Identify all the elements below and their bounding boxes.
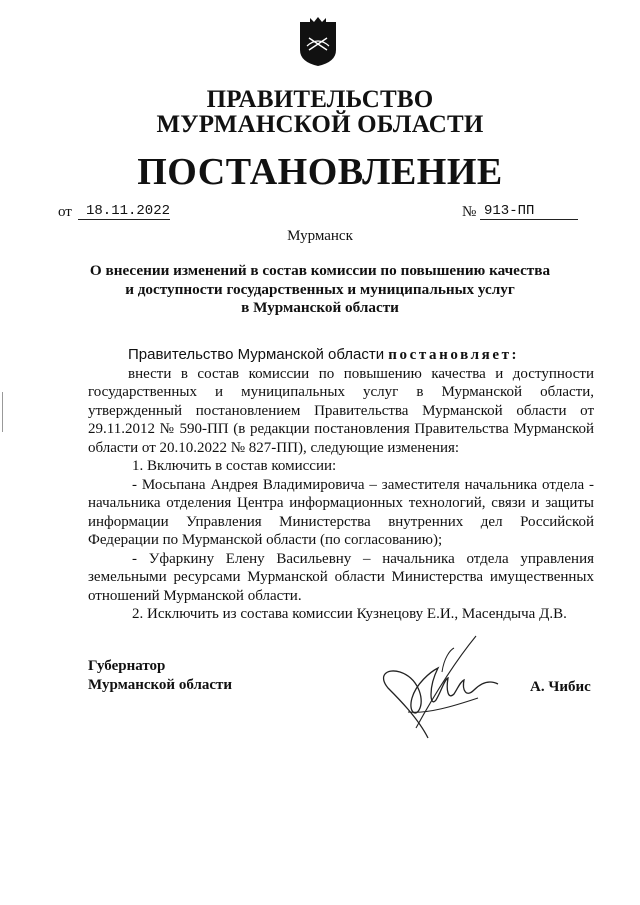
signatory-name: А. Чибис xyxy=(530,679,591,695)
org-name-line1: ПРАВИТЕЛЬСТВО xyxy=(206,86,434,113)
paragraph-text: внести в состав комиссии по повышению качества и доступности государственных и муниципальных услуг в Мурманской области, утвержденный постановлением Правительства Мурманской области от 29.11.2012 № 590-ПП (в редакции постановления Правительства Мурманской области от 20.10.2022 № 827-ПП), следующие изменения: xyxy=(88,365,594,456)
body-paragraph: - Мосьпана Андрея Владимировича – заместителя начальника отдела - начальника отделения Центра информационных технологий, связи и защиты информации Управления Министерства внутренних дел Российской Федерации по Мурманской области (по согласованию); xyxy=(88,476,594,548)
document-number: 913-ПП xyxy=(480,203,578,220)
date-prefix: от xyxy=(58,204,72,220)
subject-line: в Мурманской области xyxy=(241,299,399,316)
subject-line: и доступности государственных и муниципальных услуг xyxy=(125,280,515,298)
signatory-title-line: Губернатор xyxy=(88,658,166,674)
scan-edge-mark xyxy=(2,392,3,432)
document-type-title: ПОСТАНОВЛЕНИЕ xyxy=(137,151,503,193)
signatory-title-line: Мурманской области xyxy=(88,677,233,693)
subject-line: О внесении изменений в состав комиссии по повышению качества xyxy=(89,262,551,279)
document-date: 18.11.2022 xyxy=(78,203,170,220)
city-label: Мурманск xyxy=(287,228,353,244)
body-paragraph: 1. Включить в состав комиссии: xyxy=(132,458,337,474)
coat-of-arms-icon xyxy=(296,16,340,68)
intro-text: Правительство Мурманской области xyxy=(128,346,389,363)
body-paragraph: - Уфаркину Елену Васильевну – начальника отдела управления земельными ресурсами Мурманской области Министерства имущественных отношений Мурманской области. xyxy=(88,550,594,604)
resolves-word: постановляет: xyxy=(388,347,520,363)
body-paragraph xyxy=(88,365,594,458)
document-body xyxy=(88,346,594,624)
intro-paragraph xyxy=(88,346,594,365)
body-paragraph: 2. Исключить из состава комиссии Кузнецову Е.И., Масендыча Д.В. xyxy=(132,606,567,622)
document-subject xyxy=(0,262,640,318)
signatory-title xyxy=(88,657,232,695)
document-meta-row xyxy=(0,202,640,226)
number-prefix: № xyxy=(462,204,477,220)
org-name-line2: МУРМАНСКОЙ ОБЛАСТИ xyxy=(156,111,484,138)
handwritten-signature xyxy=(358,628,518,748)
